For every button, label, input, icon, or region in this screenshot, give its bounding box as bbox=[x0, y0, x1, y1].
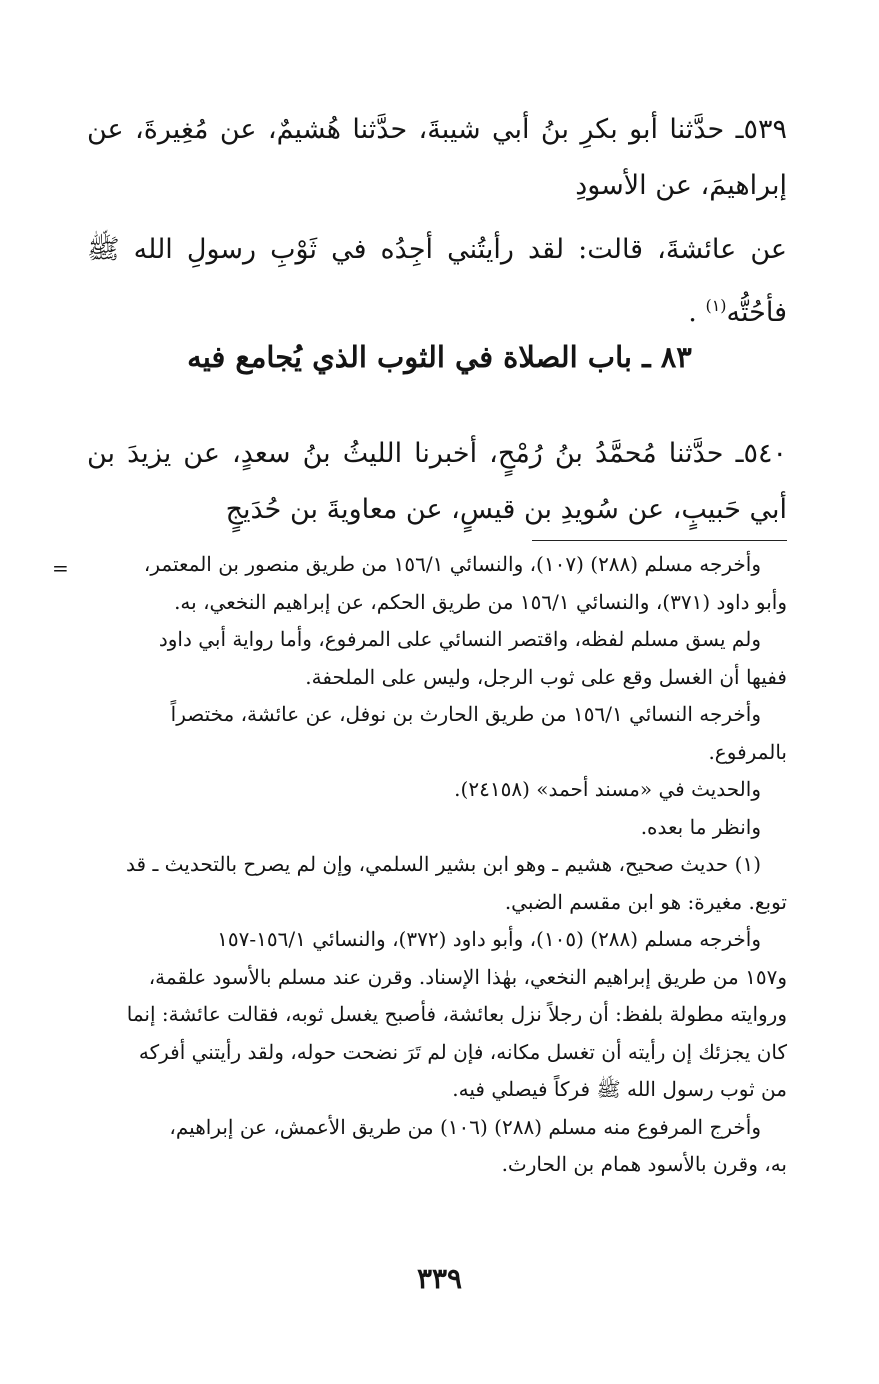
footnote-line: وروايته مطولة بلفظ: أن رجلاً نزل بعائشة، فأصبح يغسل ثوبه، فقالت عائشة: إنما bbox=[126, 1002, 787, 1026]
footnote-line: ولم يسق مسلم لفظه، واقتصر النسائي على المرفوع، وأما رواية أبي داود bbox=[158, 627, 761, 651]
hadith-540-isnad bbox=[87, 426, 787, 538]
hadith-539-matn bbox=[87, 222, 787, 341]
sentence-end: . bbox=[688, 297, 697, 328]
page-number: ٣٣٩ bbox=[416, 1262, 463, 1295]
footnote-line: به، وقرن بالأسود همام بن الحارث. bbox=[501, 1152, 787, 1176]
footnote-line: و١٥٧ من طريق إبراهيم النخعي، بهٰذا الإسناد. وقرن عند مسلم بالأسود علقمة، bbox=[148, 964, 787, 989]
footnote-line: توبع. مغيرة: هو ابن مقسم الضبي. bbox=[504, 889, 787, 914]
chapter-title: ٨٣ ـ باب الصلاة في الثوب الذي يُجامع فيه bbox=[187, 340, 692, 374]
footnote-line: وأخرجه مسلم (٢٨٨) (١٠٧)، والنسائي ١٥٦/١ من طريق منصور بن المعتمر، bbox=[143, 552, 761, 576]
footnote-line: من ثوب رسول الله ﷺ فركاً فيصلي فيه. bbox=[452, 1077, 787, 1101]
footnote-separator bbox=[532, 540, 787, 541]
footnote-line: وأخرجه النسائي ١٥٦/١ من طريق الحارث بن نوفل، عن عائشة، مختصراً bbox=[170, 702, 761, 726]
footnote-line: والحديث في «مسند أحمد» (٢٤١٥٨). bbox=[454, 777, 761, 801]
footnote-line: بالمرفوع. bbox=[708, 739, 787, 764]
footnote-line: كان يجزئك إن رأيته أن تغسل مكانه، فإن لم تَرَ نضحت حوله، ولقد رأيتني أفركه bbox=[138, 1039, 787, 1064]
footnote-line: وأخرجه مسلم (٢٨٨) (١٠٥)، وأبو داود (٣٧٢)، والنسائي ١٥٦/١-١٥٧ bbox=[217, 927, 761, 951]
footnote-line: ففيها أن الغسل وقع على ثوب الرجل، وليس على الملحفة. bbox=[305, 664, 787, 689]
hadith-540-isnad-text: ٥٤٠ـ حدَّثنا مُحمَّدُ بنُ رُمْحٍ، أخبرنا الليثُ بنُ سعدٍ، عن يزيدَ بن أبي حَبيبٍ، عن سُويدِ بن قيسٍ، عن معاويةَ بن حُدَيجٍ bbox=[87, 438, 787, 525]
continuation-mark: = bbox=[52, 556, 69, 580]
hadith-539-matn-text: عن عائشةَ، قالت: لقد رأيتُني أجِدُه في ثَوْبِ رسولِ الله ﷺ فأحُتُّه bbox=[87, 234, 787, 328]
footnote-line: وأخرج المرفوع منه مسلم (٢٨٨) (١٠٦) من طريق الأعمش، عن إبراهيم، bbox=[169, 1114, 761, 1139]
hadith-539-isnad bbox=[87, 102, 787, 214]
footnote-line: وأبو داود (٣٧١)، والنسائي ١٥٦/١ من طريق الحكم، عن إبراهيم النخعي، به. bbox=[174, 589, 787, 614]
footnote-line: وانظر ما بعده. bbox=[640, 814, 761, 839]
hadith-539-isnad-text: ٥٣٩ـ حدَّثنا أبو بكرِ بنُ أبي شيبةَ، حدَّثنا هُشيمٌ، عن مُغِيرةَ، عن إبراهيمَ، عن الأسودِ bbox=[87, 114, 787, 201]
footnotes-block bbox=[67, 546, 787, 1184]
footnote-ref[interactable]: (١) bbox=[705, 296, 727, 315]
footnote-line: (١) حديث صحيح، هشيم ـ وهو ابن بشير السلمي، وإن لم يصرح بالتحديث ـ قد bbox=[126, 852, 761, 876]
